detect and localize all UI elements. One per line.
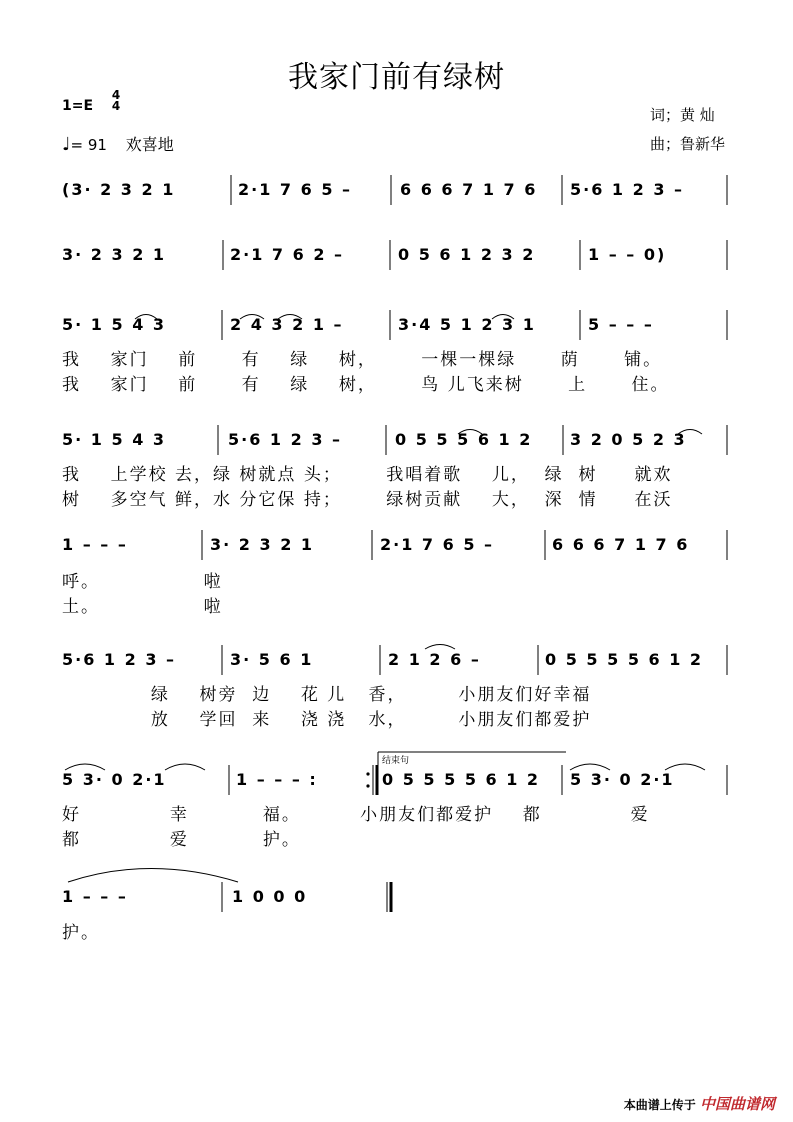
measure: 1 – – –	[62, 887, 128, 906]
lyric-line: 树 多空气 鲜，水 分它保 持； 绿树贡献 大， 深 情 在沃	[62, 490, 673, 510]
measure: 2 1 2 6 –	[388, 650, 481, 669]
time-signature-top: 4	[111, 88, 121, 102]
measure: 5·6 1 2 3 –	[228, 430, 343, 449]
measure: 5 3· 0 2·1	[62, 770, 167, 789]
ending-label: 结束句	[382, 756, 410, 766]
measure: 3 2 0 5 2 3	[570, 430, 687, 449]
measure: 2·1 7 6 5 –	[238, 180, 353, 199]
time-signature-bottom: 4	[111, 99, 121, 113]
measure: 0 5 5 5 5 6 1 2	[545, 650, 704, 669]
measure: (3· 2 3 2 1	[62, 180, 176, 199]
lyric-line: 我 上学校 去，绿 树就点 头； 我唱着歌 儿， 绿 树 就欢	[62, 465, 673, 485]
lyric-line: 呼。 啦	[62, 572, 223, 592]
lyric-line: 绿 树旁 边 花 儿 香， 小朋友们好幸福	[62, 685, 592, 705]
measure: 6 6 6 7 1 7 6	[552, 535, 690, 554]
measure: 1 0 0 0	[232, 887, 308, 906]
upload-footer	[624, 1093, 775, 1114]
measure: 3· 2 3 2 1	[62, 245, 167, 264]
mood-marking: 欢喜地	[125, 135, 174, 154]
quarter-note-icon: ♩	[62, 134, 71, 155]
measure: 0 5 6 1 2 3 2	[398, 245, 536, 264]
measure: 1 – – 0)	[588, 245, 667, 264]
lyric-line: 土。 啦	[62, 597, 223, 617]
composer-credit: 曲；鲁新华	[650, 135, 726, 153]
measure: 0 5 5 5 5 6 1 2	[382, 770, 541, 789]
song-title: 我家门前有绿树	[288, 60, 505, 95]
key-signature: 1=E	[62, 98, 94, 114]
measure: 5 3· 0 2·1	[570, 770, 675, 789]
lyricist-credit: 词；黄 灿	[650, 106, 715, 124]
measure: 3· 2 3 2 1	[210, 535, 315, 554]
measure: 5· 1 5 4 3	[62, 430, 167, 449]
measure: 3·4 5 1 2 3 1	[398, 315, 536, 334]
site-logo: 中国曲谱网	[699, 1095, 775, 1113]
measure: 2·1 7 6 2 –	[230, 245, 345, 264]
lyric-line: 我 家门 前 有 绿 树， 一棵一棵绿 荫 铺。	[62, 350, 663, 370]
measure: 5 – – –	[588, 315, 654, 334]
measure: 2 4 3 2 1 –	[230, 315, 344, 334]
measure: 5·6 1 2 3 –	[570, 180, 685, 199]
measure: 6 6 6 7 1 7 6	[400, 180, 538, 199]
measure: 2·1 7 6 5 –	[380, 535, 495, 554]
tempo-value: = 91	[70, 136, 107, 154]
measure: 0 5 5 5 6 1 2	[395, 430, 533, 449]
lyric-line: 我 家门 前 有 绿 树， 鸟 儿飞来树 上 住。	[62, 375, 670, 395]
lyric-line: 都 爱 护。	[62, 830, 301, 850]
footer-text: 本曲谱上传于	[623, 1098, 696, 1112]
measure: 5· 1 5 4 3	[62, 315, 167, 334]
measure: 1 – – –	[62, 535, 128, 554]
measure: 1 – – – :	[236, 770, 318, 789]
lyric-line: 好 幸 福。 小朋友们都爱护 都 爱	[62, 805, 650, 825]
lyric-line: 护。	[62, 923, 100, 943]
measure: 5·6 1 2 3 –	[62, 650, 177, 669]
lyric-line: 放 学回 来 浇 浇 水， 小朋友们都爱护	[62, 710, 592, 730]
measure: 3· 5 6 1	[230, 650, 314, 669]
